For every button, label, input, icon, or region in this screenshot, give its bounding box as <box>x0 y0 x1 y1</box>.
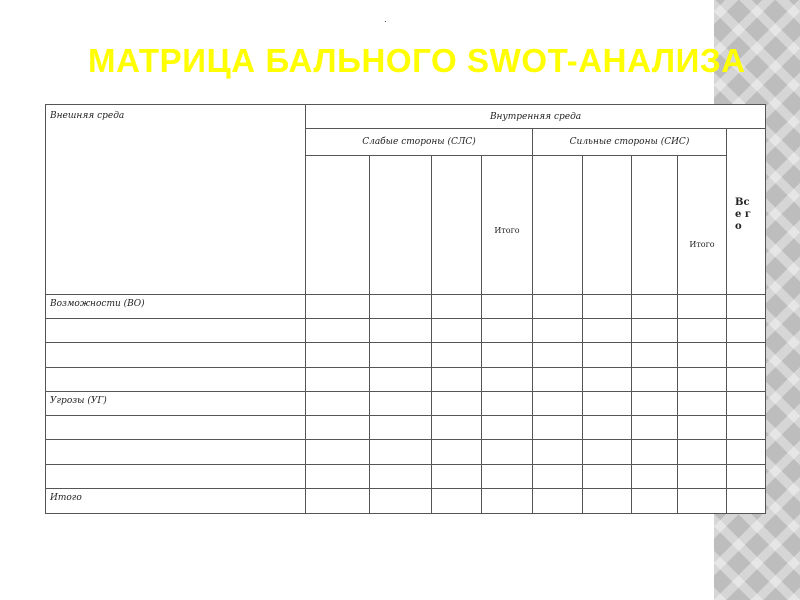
strong-col-2 <box>583 156 632 295</box>
table-row <box>46 295 766 319</box>
table-row <box>46 440 766 465</box>
table-row <box>46 489 766 514</box>
weak-col-1 <box>306 156 370 295</box>
table-row <box>46 343 766 368</box>
slide-mark: . <box>384 14 387 25</box>
slide-title: МАТРИЦА БАЛЬНОГО SWOT-АНАЛИЗА <box>88 42 746 79</box>
table-row <box>46 368 766 392</box>
strong-sides-header: Сильные стороны (СИС) <box>533 129 727 156</box>
threats-label: Угрозы (УГ) <box>46 392 306 416</box>
table-row <box>46 392 766 416</box>
internal-env-header: Внутренняя среда <box>306 105 766 129</box>
table-row <box>46 465 766 489</box>
weak-total-header: Итого <box>482 156 533 295</box>
weak-col-2 <box>370 156 432 295</box>
opportunities-label: Возможности (ВО) <box>46 295 306 319</box>
swot-matrix-table <box>45 104 766 514</box>
table-row <box>46 416 766 440</box>
external-env-header: Внешняя среда <box>46 105 306 295</box>
strong-col-1 <box>533 156 583 295</box>
weak-col-3 <box>432 156 482 295</box>
total-row-label: Итого <box>46 489 306 514</box>
vsego-header: Все го <box>727 129 766 295</box>
strong-total-header: Итого <box>678 156 727 295</box>
weak-sides-header: Слабые стороны (СЛС) <box>306 129 533 156</box>
strong-col-3 <box>632 156 678 295</box>
table-row <box>46 319 766 343</box>
